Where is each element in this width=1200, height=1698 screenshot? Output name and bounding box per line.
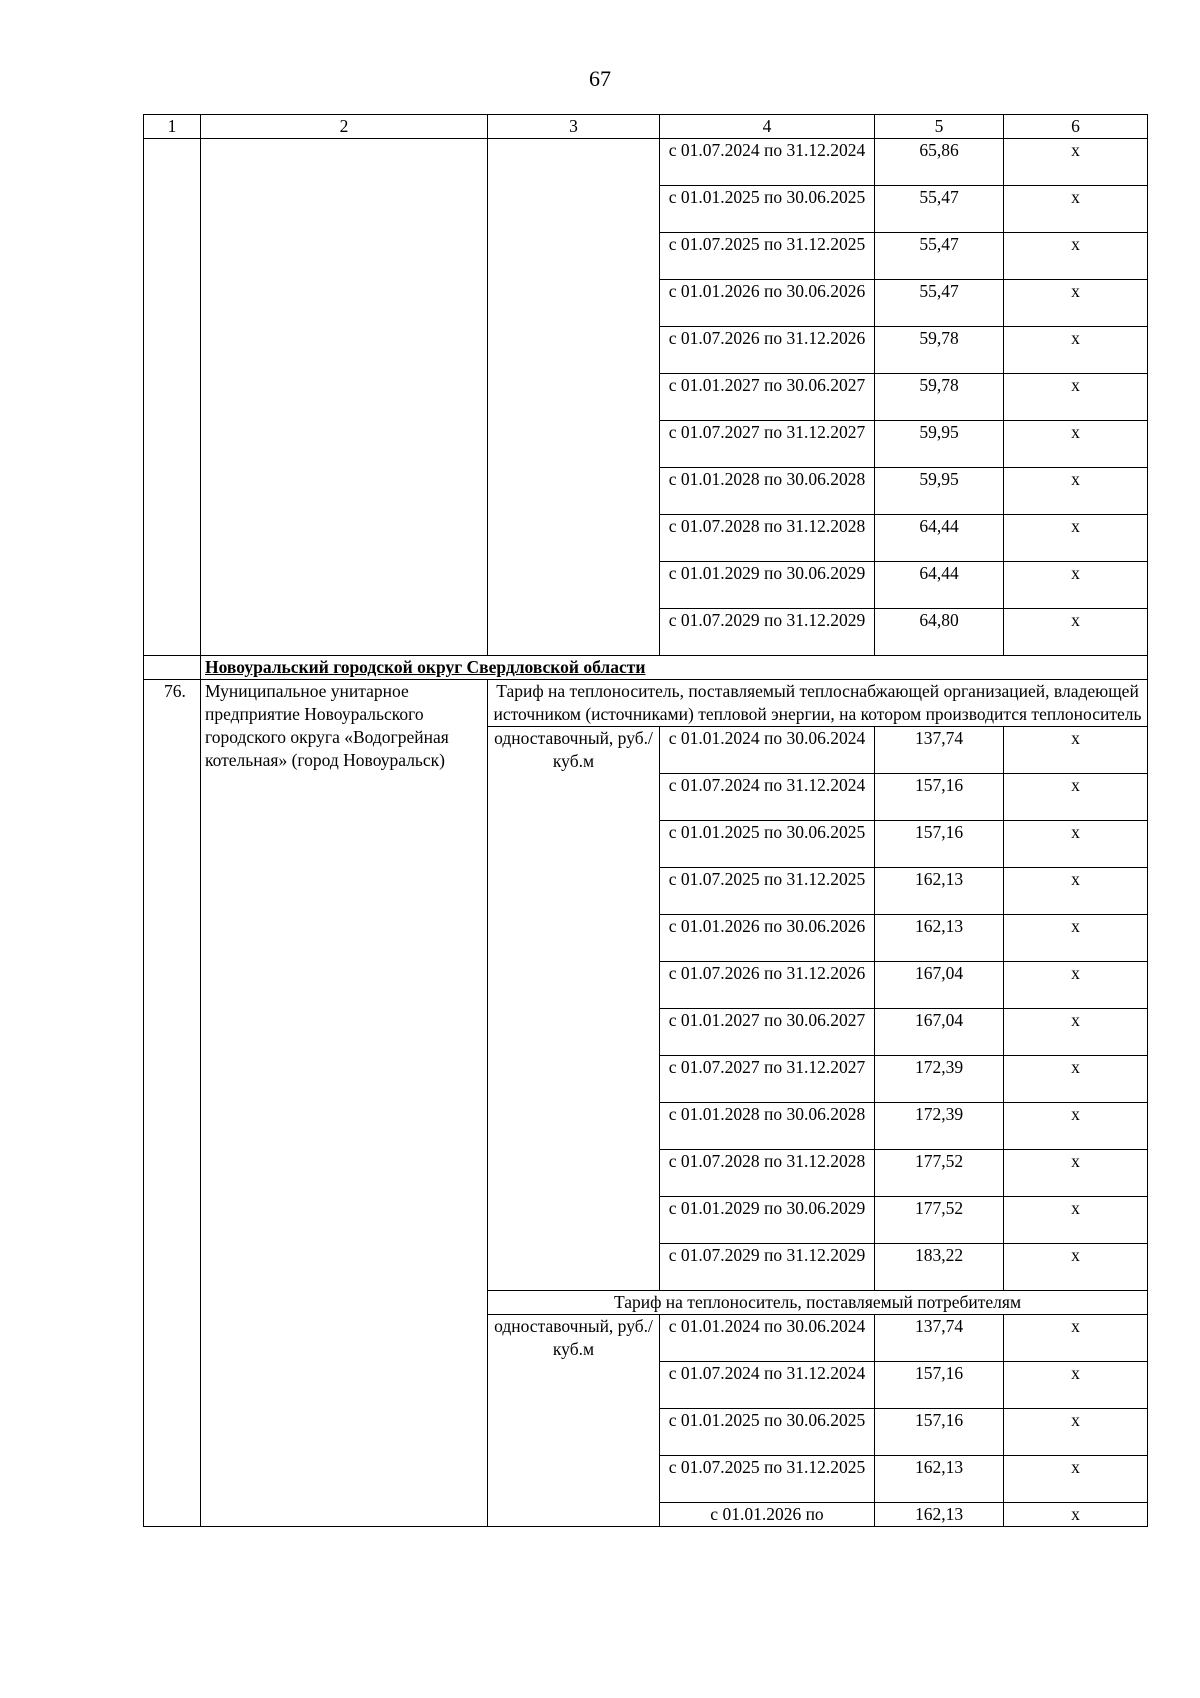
- page-number: 67: [589, 66, 611, 91]
- period-cell: с 01.01.2025 по 30.06.2025: [660, 186, 875, 233]
- tariff-title: Тариф на теплоноситель, поставляемый теплоснабжающей организацией, владеющей источником (источниками) тепловой энергии, на котором производится теплоноситель: [488, 680, 1148, 727]
- mark-cell: х: [1004, 327, 1148, 374]
- period-cell: с 01.01.2026 по: [660, 1503, 875, 1527]
- period-cell: с 01.07.2025 по 31.12.2025: [660, 868, 875, 915]
- empty-type-cell: [488, 139, 660, 656]
- period-cell: с 01.01.2024 по 30.06.2024: [660, 1315, 875, 1362]
- period-cell: с 01.01.2029 по 30.06.2029: [660, 1197, 875, 1244]
- column-number: 4: [660, 115, 875, 139]
- value-cell: 162,13: [875, 915, 1004, 962]
- period-cell: с 01.07.2028 по 31.12.2028: [660, 1150, 875, 1197]
- value-cell: 59,78: [875, 374, 1004, 421]
- mark-cell: х: [1004, 1009, 1148, 1056]
- mark-cell: х: [1004, 609, 1148, 656]
- column-number: 6: [1004, 115, 1148, 139]
- value-cell: 167,04: [875, 962, 1004, 1009]
- column-number: 2: [201, 115, 488, 139]
- period-cell: с 01.07.2026 по 31.12.2026: [660, 327, 875, 374]
- table-row: [144, 139, 1148, 186]
- tariff-title-row: [144, 680, 1148, 727]
- mark-cell: х: [1004, 280, 1148, 327]
- mark-cell: х: [1004, 374, 1148, 421]
- tariff-title: Тариф на теплоноситель, поставляемый потребителям: [488, 1291, 1148, 1315]
- period-cell: с 01.07.2027 по 31.12.2027: [660, 421, 875, 468]
- period-cell: с 01.07.2024 по 31.12.2024: [660, 774, 875, 821]
- value-cell: 172,39: [875, 1103, 1004, 1150]
- value-cell: 64,80: [875, 609, 1004, 656]
- value-cell: 157,16: [875, 1409, 1004, 1456]
- period-cell: с 01.07.2029 по 31.12.2029: [660, 609, 875, 656]
- value-cell: 64,44: [875, 515, 1004, 562]
- mark-cell: х: [1004, 1456, 1148, 1503]
- value-cell: 64,44: [875, 562, 1004, 609]
- mark-cell: х: [1004, 915, 1148, 962]
- value-cell: 55,47: [875, 233, 1004, 280]
- column-number: 1: [144, 115, 201, 139]
- value-cell: 137,74: [875, 1315, 1004, 1362]
- value-cell: 177,52: [875, 1197, 1004, 1244]
- period-cell: с 01.01.2028 по 30.06.2028: [660, 468, 875, 515]
- value-cell: 59,95: [875, 421, 1004, 468]
- mark-cell: х: [1004, 774, 1148, 821]
- mark-cell: х: [1004, 868, 1148, 915]
- period-cell: с 01.01.2024 по 30.06.2024: [660, 727, 875, 774]
- period-cell: с 01.01.2027 по 30.06.2027: [660, 374, 875, 421]
- mark-cell: х: [1004, 1197, 1148, 1244]
- period-cell: с 01.01.2029 по 30.06.2029: [660, 562, 875, 609]
- value-cell: 162,13: [875, 868, 1004, 915]
- period-cell: с 01.07.2028 по 31.12.2028: [660, 515, 875, 562]
- empty-number-cell: [144, 139, 201, 656]
- value-cell: 177,52: [875, 1150, 1004, 1197]
- period-cell: с 01.01.2026 по 30.06.2026: [660, 915, 875, 962]
- mark-cell: х: [1004, 421, 1148, 468]
- column-number: 5: [875, 115, 1004, 139]
- organization-name: Муниципальное унитарное предприятие Новоуральского городского округа «Водогрейная котельная» (город Новоуральск): [201, 680, 488, 1527]
- section-cell: [201, 656, 1148, 680]
- empty-cell: [144, 656, 201, 680]
- mark-cell: х: [1004, 562, 1148, 609]
- mark-cell: х: [1004, 1362, 1148, 1409]
- value-cell: 162,13: [875, 1456, 1004, 1503]
- mark-cell: х: [1004, 727, 1148, 774]
- value-cell: 183,22: [875, 1244, 1004, 1291]
- value-cell: 162,13: [875, 1503, 1004, 1527]
- value-cell: 137,74: [875, 727, 1004, 774]
- empty-organization-cell: [201, 139, 488, 656]
- section-title: Новоуральский городской округ Свердловской области: [205, 657, 646, 677]
- value-cell: 65,86: [875, 139, 1004, 186]
- value-cell: 172,39: [875, 1056, 1004, 1103]
- mark-cell: х: [1004, 1244, 1148, 1291]
- mark-cell: х: [1004, 1503, 1148, 1527]
- mark-cell: х: [1004, 515, 1148, 562]
- value-cell: 59,78: [875, 327, 1004, 374]
- mark-cell: х: [1004, 1315, 1148, 1362]
- period-cell: с 01.07.2024 по 31.12.2024: [660, 1362, 875, 1409]
- mark-cell: х: [1004, 1056, 1148, 1103]
- mark-cell: х: [1004, 468, 1148, 515]
- period-cell: с 01.01.2025 по 30.06.2025: [660, 821, 875, 868]
- value-cell: 157,16: [875, 774, 1004, 821]
- period-cell: с 01.07.2027 по 31.12.2027: [660, 1056, 875, 1103]
- column-number-row: [144, 115, 1148, 139]
- value-cell: 59,95: [875, 468, 1004, 515]
- value-cell: 167,04: [875, 1009, 1004, 1056]
- column-number: 3: [488, 115, 660, 139]
- period-cell: с 01.01.2025 по 30.06.2025: [660, 1409, 875, 1456]
- value-cell: 55,47: [875, 186, 1004, 233]
- mark-cell: х: [1004, 1409, 1148, 1456]
- period-cell: с 01.07.2025 по 31.12.2025: [660, 233, 875, 280]
- mark-cell: х: [1004, 233, 1148, 280]
- period-cell: с 01.01.2026 по 30.06.2026: [660, 280, 875, 327]
- period-cell: с 01.01.2027 по 30.06.2027: [660, 1009, 875, 1056]
- tariff-table: [143, 114, 1148, 1527]
- value-cell: 55,47: [875, 280, 1004, 327]
- entry-number: 76.: [144, 680, 201, 1527]
- tariff-type: одноставочный, руб./куб.м: [488, 1315, 660, 1527]
- period-cell: с 01.07.2029 по 31.12.2029: [660, 1244, 875, 1291]
- mark-cell: х: [1004, 1150, 1148, 1197]
- period-cell: с 01.07.2024 по 31.12.2024: [660, 139, 875, 186]
- period-cell: с 01.07.2025 по 31.12.2025: [660, 1456, 875, 1503]
- period-cell: с 01.01.2028 по 30.06.2028: [660, 1103, 875, 1150]
- tariff-type: одноставочный, руб./куб.м: [488, 727, 660, 1291]
- mark-cell: х: [1004, 821, 1148, 868]
- section-row: [144, 656, 1148, 680]
- mark-cell: х: [1004, 186, 1148, 233]
- value-cell: 157,16: [875, 1362, 1004, 1409]
- value-cell: 157,16: [875, 821, 1004, 868]
- mark-cell: х: [1004, 139, 1148, 186]
- mark-cell: х: [1004, 1103, 1148, 1150]
- period-cell: с 01.07.2026 по 31.12.2026: [660, 962, 875, 1009]
- mark-cell: х: [1004, 962, 1148, 1009]
